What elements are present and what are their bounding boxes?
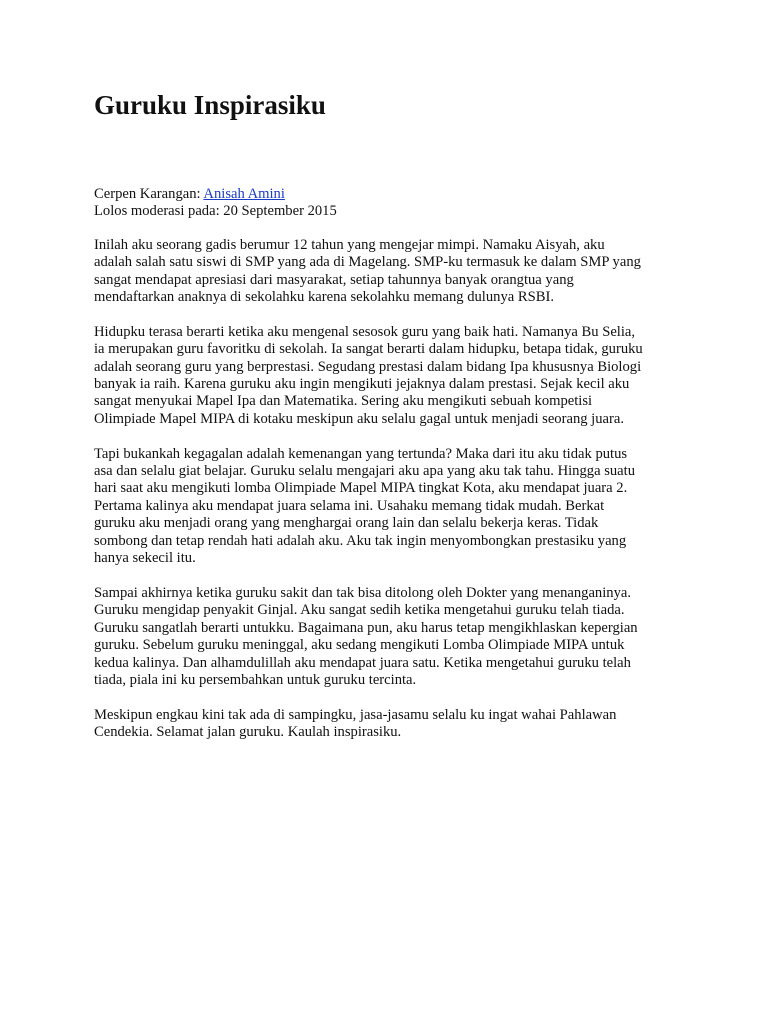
paragraph-1 [94, 237, 684, 307]
author-prefix: Cerpen Karangan: [94, 186, 204, 202]
paragraph-line: Guruku mengidap penyakit Ginjal. Aku sangat sedih ketika mengetahui guruku telah tiada. [94, 602, 625, 619]
paragraph-line: adalah seorang guru yang berprestasi. Segudang prestasi dalam bidang Ipa khususnya Biologi [94, 358, 642, 375]
paragraph-line: hari saat aku mengikuti lomba Olimpiade Mapel MIPA tingkat Kota, aku mendapat juara 2. [94, 480, 628, 497]
paragraph-4 [94, 585, 684, 689]
paragraph-line: sombong dan tetap rendah hati adalah aku. Aku tak ingin menyombongkan prestasiku yang [94, 532, 627, 549]
story-body [94, 237, 684, 742]
paragraph-line: Pertama kalinya aku mendapat juara selama ini. Usahaku memang tidak mudah. Berkat [94, 497, 605, 514]
paragraph-line: mendaftarkan anaknya di sekolahku karena sekolahku memang dulunya RSBI. [94, 289, 554, 306]
paragraph-line: banyak ia raih. Karena guruku aku ingin mengikuti jejaknya dalam prestasi. Sejak kecil aku [94, 376, 630, 393]
paragraph-line: Olimpiade Mapel MIPA di kotaku meskipun aku selalu gagal untuk menjadi seorang juara. [94, 410, 624, 427]
paragraph-line: guruku. Sebelum guruku meninggal, aku sedang mengikuti Lomba Olimpiade MIPA untuk [94, 637, 625, 654]
paragraph-line: Inilah aku seorang gadis berumur 12 tahun yang mengejar mimpi. Namaku Aisyah, aku [94, 236, 605, 253]
story-title: Guruku Inspirasiku [94, 90, 326, 120]
paragraph-2 [94, 324, 684, 428]
author-line [94, 186, 684, 203]
document-page [94, 88, 684, 759]
paragraph-line: hanya sekecil itu. [94, 550, 196, 567]
paragraph-line: asa dan selalu giat belajar. Guruku selalu mengajari aku apa yang aku tak tahu. Hingga suatu [94, 463, 636, 480]
author-link[interactable]: Anisah Amini [203, 186, 285, 202]
paragraph-line: Guruku sangatlah berarti untukku. Bagaimana pun, aku harus tetap mengikhlaskan kepergian [94, 619, 638, 636]
paragraph-line: Meskipun engkau kini tak ada di sampingku, jasa-jasamu selalu ku ingat wahai Pahlawan [94, 706, 617, 723]
paragraph-line: adalah salah satu siswi di SMP yang ada di Magelang. SMP-ku termasuk ke dalam SMP yang [94, 254, 641, 271]
paragraph-line: sangat menyukai Mapel Ipa dan Matematika. Sering aku mengikuti sebuah kompetisi [94, 393, 593, 410]
story-meta [94, 186, 684, 221]
paragraph-line: ia merupakan guru favoritku di sekolah. Ia sangat berarti dalam hidupku, betapa tidak, guruku [94, 341, 643, 358]
paragraph-line: Cendekia. Selamat jalan guruku. Kaulah inspirasiku. [94, 724, 402, 741]
paragraph-line: tiada, piala ini ku persembahkan untuk guruku tercinta. [94, 671, 417, 688]
paragraph-line: Tapi bukankah kegagalan adalah kemenangan yang tertunda? Maka dari itu aku tidak putus [94, 445, 628, 462]
paragraph-5 [94, 707, 684, 742]
paragraph-line: kedua kalinya. Dan alhamdulillah aku mendapat juara satu. Ketika mengetahui guruku telah [94, 654, 631, 671]
paragraph-line: Sampai akhirnya ketika guruku sakit dan tak bisa ditolong oleh Dokter yang menanganinya. [94, 584, 631, 601]
paragraph-line: guruku aku menjadi orang yang menghargai orang lain dan selalu bekerja keras. Tidak [94, 515, 599, 532]
moderation-date: Lolos moderasi pada: 20 September 2015 [94, 203, 337, 220]
paragraph-line: Hidupku terasa berarti ketika aku mengenal sesosok guru yang baik hati. Namanya Bu Selia, [94, 323, 636, 340]
paragraph-line: sangat mendapat apresiasi dari masyarakat, setiap tahunnya banyak orangtua yang [94, 271, 574, 288]
paragraph-3 [94, 446, 684, 568]
